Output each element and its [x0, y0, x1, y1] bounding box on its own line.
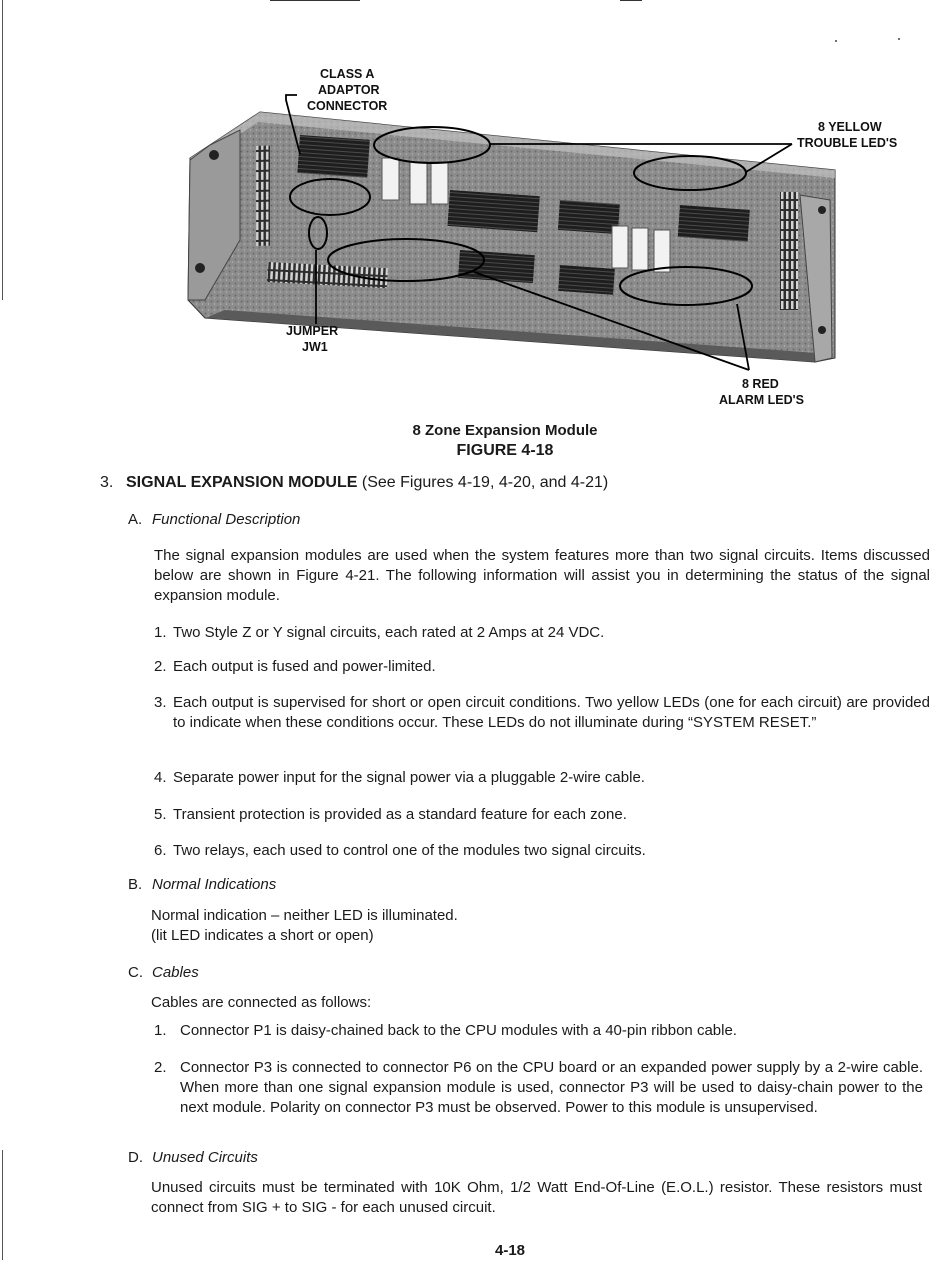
subsection-b-letter: B.: [128, 876, 143, 893]
callout-red-line2: ALARM LED'S: [719, 393, 804, 407]
subsection-c-letter: C.: [128, 964, 143, 981]
callout-jumper-line1: JUMPER: [286, 324, 339, 338]
subsection-d-paragraph: Unused circuits must be terminated with 10K Ohm, 1/2 Watt End-Of-Line (E.O.L.) resistor. These resistors must connect from SIG + to SIG - for each unused circuit.: [151, 1179, 922, 1216]
list-item: 4. Separate power input for the signal power via a pluggable 2-wire cable.: [154, 769, 645, 786]
callout-class-a-line3: CONNECTOR: [307, 99, 388, 113]
figure-caption-title: 8 Zone Expansion Module: [412, 422, 598, 439]
subsection-d-title: Unused Circuits: [152, 1149, 258, 1166]
callout-class-a-line1: CLASS A: [320, 67, 375, 81]
subsection-a-paragraph: The signal expansion modules are used when the system features more than two signal circuits. Items discussed below are shown in Figure 4-21. The following information will assist you in determining the status of the signal expansion module.: [154, 547, 930, 604]
subsection-b-heading: [128, 876, 276, 893]
list-item: 2. Connector P3 is connected to connector P6 on the CPU board or an expanded power supply by a 2-wire cable. When more than one signal expansion module is used, connector P3 will be used to daisy-chain power to the next module. Polarity on connector P3 must be observed. Power to this module is unsupervised.: [154, 1059, 923, 1116]
callout-jumper-line2: JW1: [302, 340, 328, 354]
circuit-board-photo: [0, 0, 950, 420]
subsection-d-heading: [128, 1149, 258, 1166]
list-item: 3. Each output is supervised for short or open circuit conditions. Two yellow LEDs (one for each circuit) are provided to indicate when these conditions occur. These LEDs do not illuminate during “SYSTEM RESET.”: [154, 694, 930, 731]
callout-class-a-line2: ADAPTOR: [318, 83, 380, 97]
list-item: 1. Two Style Z or Y signal circuits, each rated at 2 Amps at 24 VDC.: [154, 624, 605, 641]
list-item: 6. Two relays, each used to control one of the modules two signal circuits.: [154, 842, 646, 859]
list-item: 1. Connector P1 is daisy-chained back to the CPU modules with a 40-pin ribbon cable.: [154, 1022, 737, 1039]
callout-yellow-line1: 8 YELLOW: [818, 120, 882, 134]
subsection-b-title: Normal Indications: [152, 876, 277, 893]
section-number: 3.: [100, 474, 114, 491]
figure-caption-label: FIGURE 4-18: [456, 442, 554, 459]
page-number: 4-18: [494, 1242, 526, 1259]
subsection-b-line2: (lit LED indicates a short or open): [151, 927, 374, 944]
subsection-a-heading: [128, 511, 300, 528]
subsection-c-title: Cables: [152, 964, 199, 981]
list-item: 5. Transient protection is provided as a standard feature for each zone.: [154, 806, 627, 823]
callout-red-line1: 8 RED: [742, 377, 779, 391]
subsection-a-letter: A.: [128, 511, 143, 528]
subsection-d-letter: D.: [128, 1149, 143, 1166]
section-heading: [100, 474, 608, 492]
subsection-c-heading: [128, 964, 199, 981]
subsection-a-title: Functional Description: [152, 511, 301, 528]
callout-yellow-line2: TROUBLE LED'S: [797, 136, 898, 150]
section-title-rest: (See Figures 4-19, 4-20, and 4-21): [357, 474, 609, 491]
subsection-c-intro: Cables are connected as follows:: [151, 994, 372, 1011]
subsection-b-line1: Normal indication – neither LED is illuminated.: [151, 907, 458, 924]
section-title: SIGNAL EXPANSION MODULE: [126, 474, 358, 491]
list-item: 2. Each output is fused and power-limited.: [154, 658, 436, 675]
